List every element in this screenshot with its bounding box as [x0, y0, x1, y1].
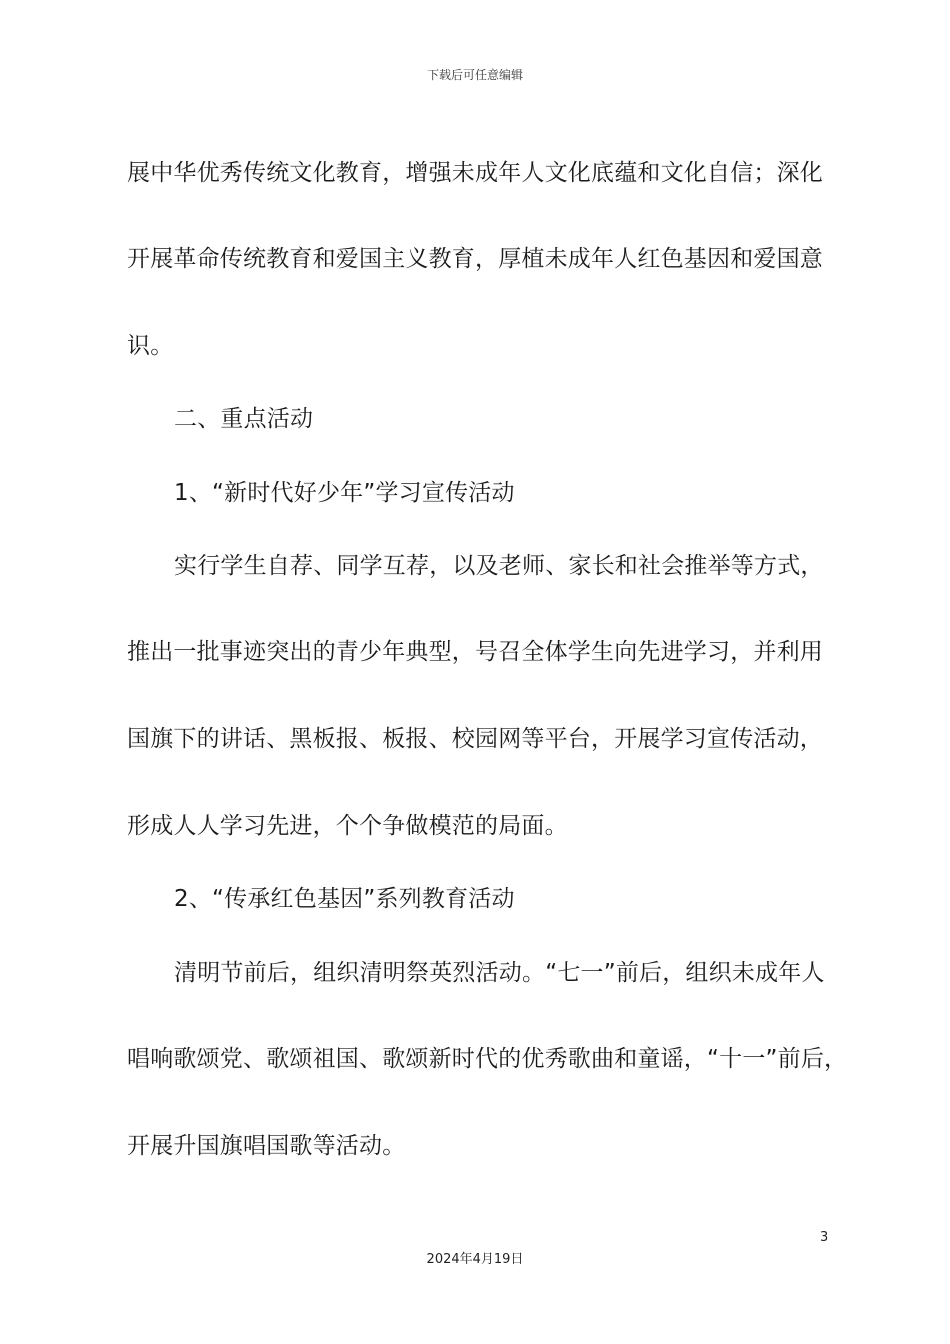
header-note: 下载后可任意编辑 — [426, 68, 523, 82]
subsection-heading: 2、“传承红色基因”系列教育活动 — [174, 886, 515, 912]
paragraph-line: 清明节前后，组织清明祭英烈活动。“七一”前后，组织未成年人 — [174, 960, 825, 986]
paragraph-line: 推出一批事迹突出的青少年典型，号召全体学生向先进学习，并利用 — [127, 639, 823, 665]
paragraph-line: 开展升国旗唱国歌等活动。 — [127, 1133, 406, 1159]
paragraph-line: 唱响歌颂党、歌颂祖国、歌颂新时代的优秀歌曲和童谣，“十一”前后， — [127, 1046, 848, 1072]
paragraph-line: 展中华优秀传统文化教育，增强未成年人文化底蕴和文化自信；深化 — [127, 160, 823, 186]
subsection-heading: 1、“新时代好少年”学习宣传活动 — [174, 480, 515, 506]
page-number: 3 — [820, 1230, 829, 1245]
paragraph-line: 识。 — [127, 333, 174, 359]
paragraph-line: 开展革命传统教育和爱国主义教育，厚植未成年人红色基因和爱国意 — [127, 246, 823, 272]
paragraph-line: 国旗下的讲话、黑板报、板报、校园网等平台，开展学习宣传活动， — [127, 726, 823, 752]
paragraph-line: 实行学生自荐、同学互荐，以及老师、家长和社会推举等方式， — [174, 553, 824, 579]
paragraph-line: 形成人人学习先进，个个争做模范的局面。 — [127, 813, 568, 839]
section-heading: 二、重点活动 — [174, 406, 314, 432]
footer-date: 2024年4月19日 — [426, 1252, 524, 1267]
